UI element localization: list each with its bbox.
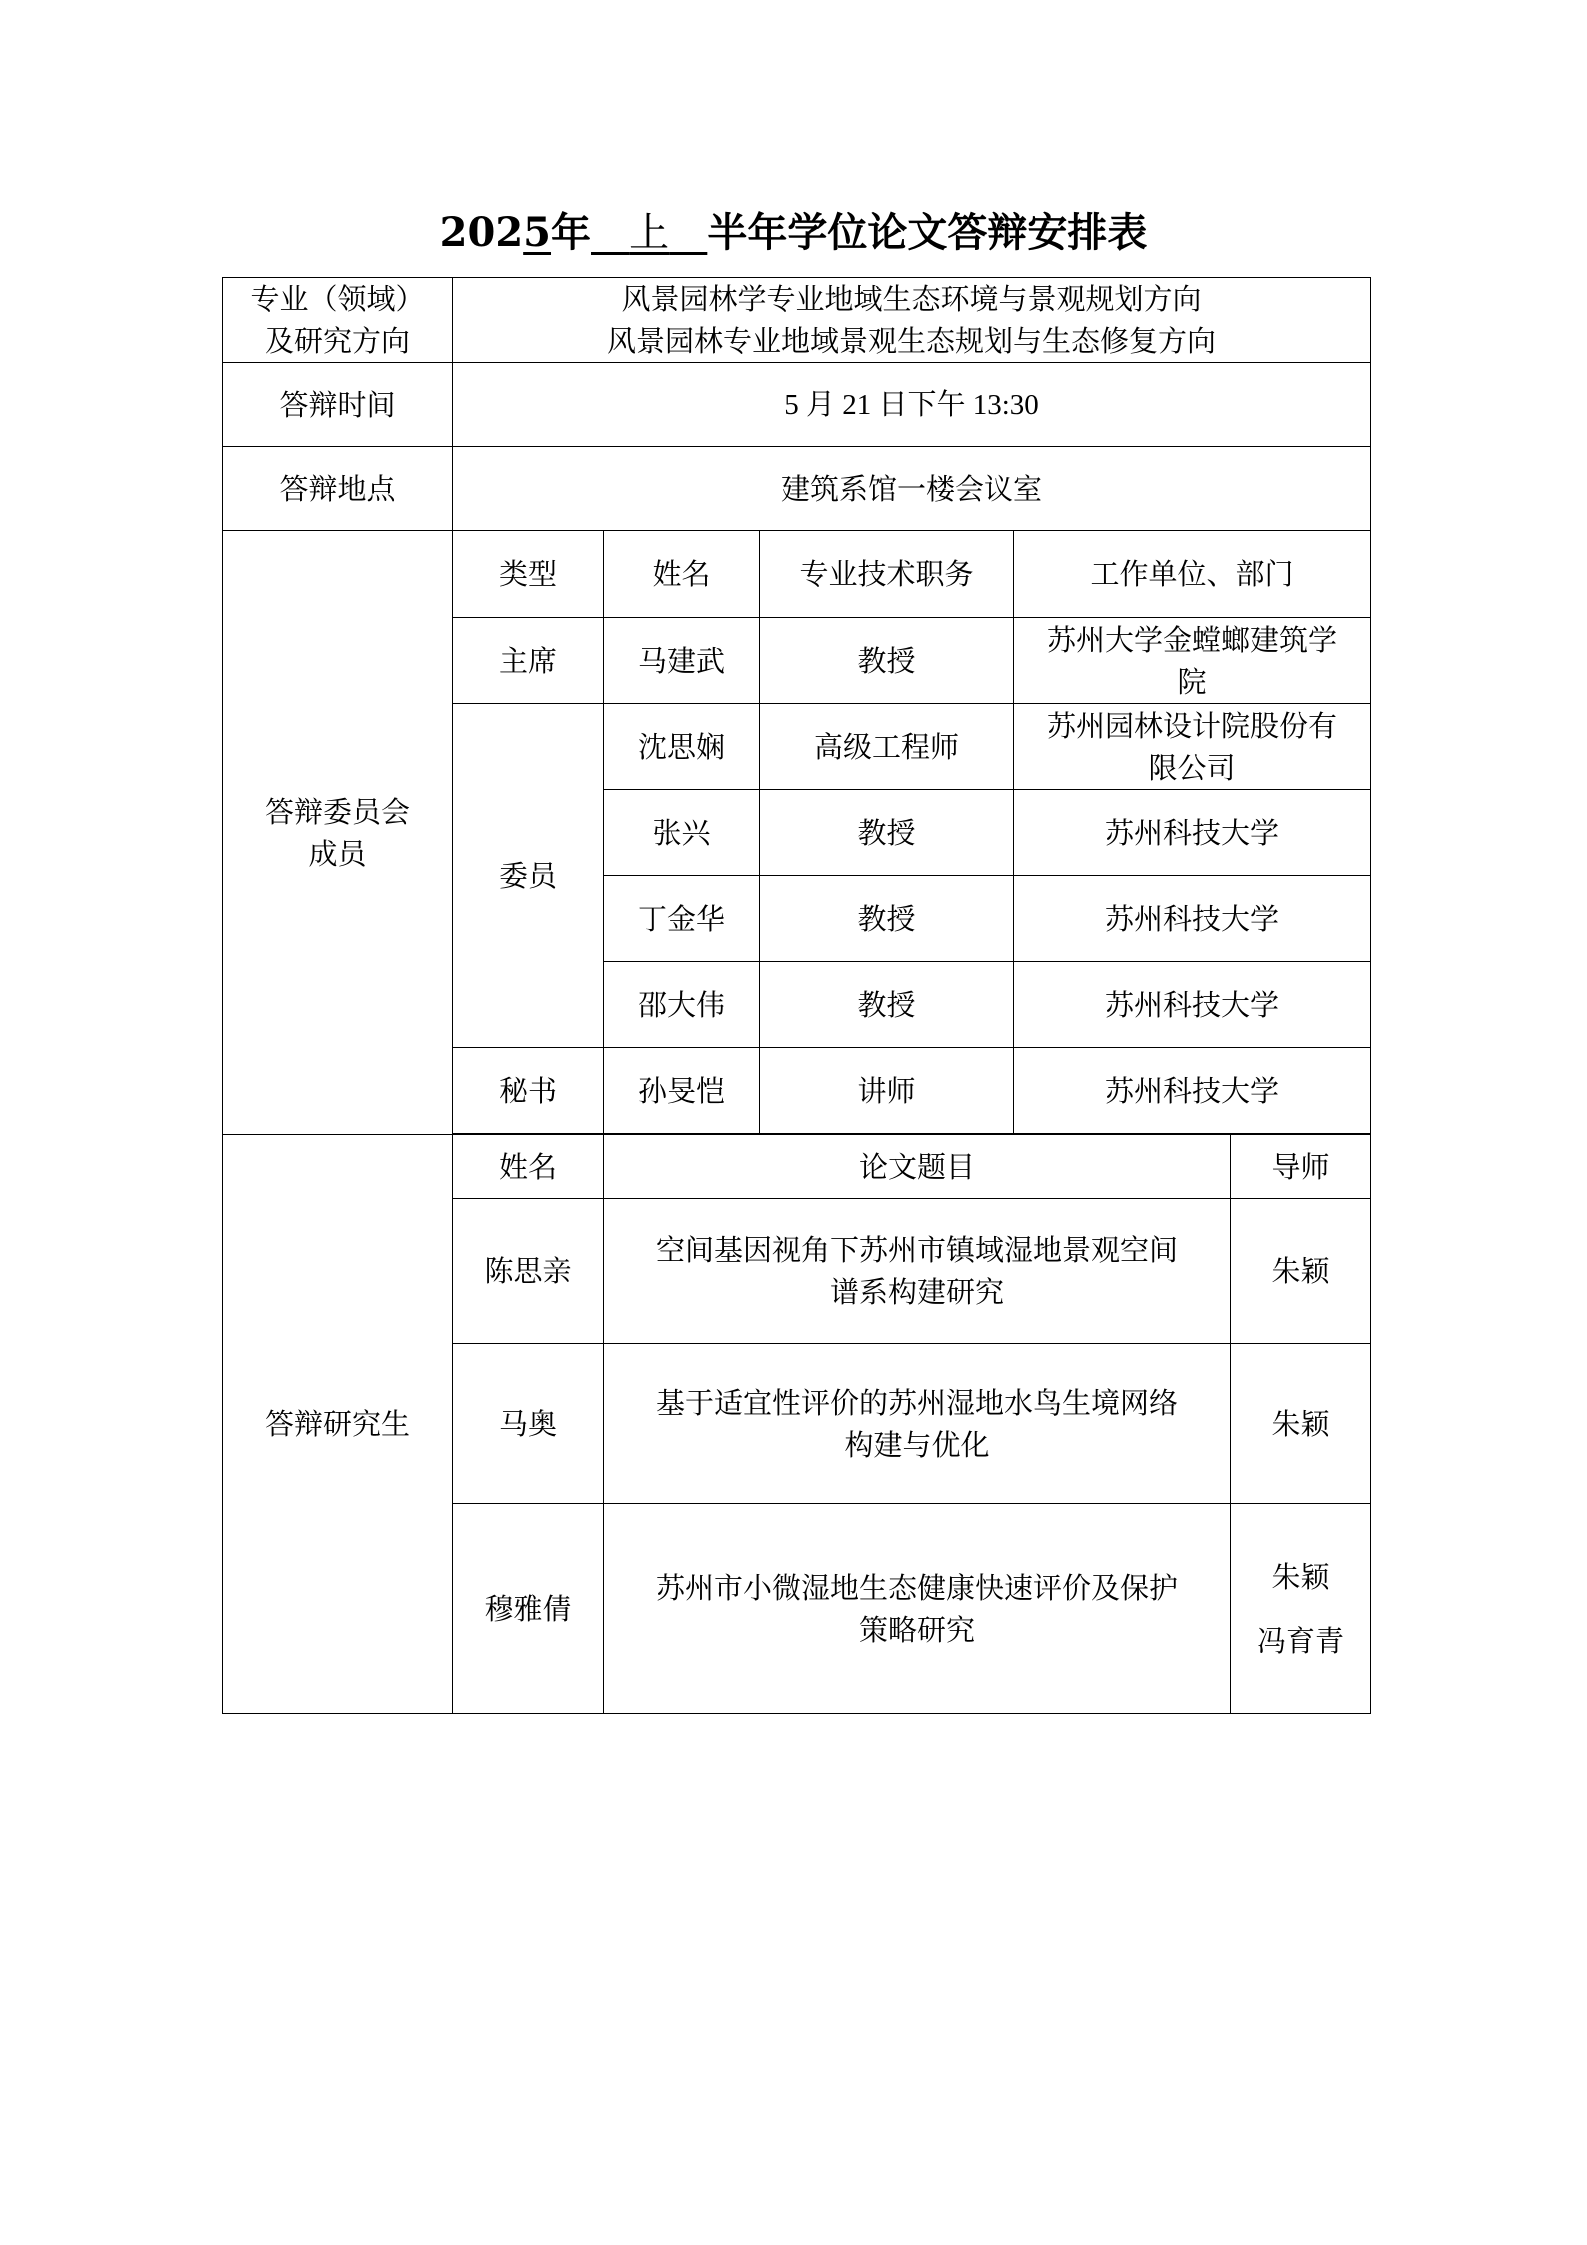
committee-header-name: 姓名 — [604, 531, 760, 618]
chair-unit: 苏州大学金螳螂建筑学 院 — [1014, 618, 1371, 704]
page-title — [0, 208, 1587, 258]
time-value: 5 月 21 日下午 13:30 — [453, 363, 1371, 447]
member-type: 委员 — [453, 704, 604, 1048]
member-unit: 苏州园林设计院股份有 限公司 — [1014, 704, 1371, 790]
student-name: 穆雅倩 — [453, 1504, 604, 1714]
member-title: 高级工程师 — [760, 704, 1014, 790]
member-unit: 苏州科技大学 — [1014, 876, 1371, 962]
major-value: 风景园林学专业地域生态环境与景观规划方向 风景园林专业地域景观生态规划与生态修复方向 — [453, 278, 1371, 363]
students-header-thesis: 论文题目 — [604, 1135, 1231, 1199]
member-unit: 苏州科技大学 — [1014, 790, 1371, 876]
students-header-advisor: 导师 — [1231, 1135, 1371, 1199]
student-name: 陈思亲 — [453, 1199, 604, 1344]
title-half-blank: 上 — [629, 210, 670, 256]
schedule-table-wrapper — [222, 277, 1370, 1714]
title-year-last-digit: 5 — [523, 209, 552, 256]
committee-header-title: 专业技术职务 — [760, 531, 1014, 618]
student-advisor: 朱颖 — [1231, 1199, 1371, 1344]
students-label: 答辩研究生 — [223, 1135, 453, 1714]
major-label: 专业（领域） 及研究方向 — [223, 278, 453, 363]
major-row — [223, 278, 1371, 363]
students-header-row — [223, 1135, 1371, 1199]
place-value: 建筑系馆一楼会议室 — [453, 447, 1371, 531]
member-title: 教授 — [760, 876, 1014, 962]
chair-title: 教授 — [760, 618, 1014, 704]
committee-header-row — [223, 531, 1371, 618]
member-unit: 苏州科技大学 — [1014, 962, 1371, 1048]
student-thesis: 基于适宜性评价的苏州湿地水鸟生境网络 构建与优化 — [604, 1344, 1231, 1504]
place-row — [223, 447, 1371, 531]
student-name: 马奥 — [453, 1344, 604, 1504]
students-header-name: 姓名 — [453, 1135, 604, 1199]
chair-name: 马建武 — [604, 618, 760, 704]
student-thesis: 苏州市小微湿地生态健康快速评价及保护 策略研究 — [604, 1504, 1231, 1714]
place-label: 答辩地点 — [223, 447, 453, 531]
secretary-title: 讲师 — [760, 1048, 1014, 1134]
secretary-type: 秘书 — [453, 1048, 604, 1134]
secretary-unit: 苏州科技大学 — [1014, 1048, 1371, 1134]
member-name: 邵大伟 — [604, 962, 760, 1048]
time-row — [223, 363, 1371, 447]
committee-header-type: 类型 — [453, 531, 604, 618]
student-thesis: 空间基因视角下苏州市镇域湿地景观空间 谱系构建研究 — [604, 1199, 1231, 1344]
student-advisor: 朱颖 — [1231, 1344, 1371, 1504]
title-year: 202 — [439, 209, 524, 256]
member-name: 张兴 — [604, 790, 760, 876]
title-rest: 半年学位论文答辩安排表 — [707, 209, 1148, 256]
chair-type: 主席 — [453, 618, 604, 704]
member-title: 教授 — [760, 962, 1014, 1048]
committee-label: 答辩委员会 成员 — [223, 531, 453, 1135]
time-label: 答辩时间 — [223, 363, 453, 447]
schedule-table — [222, 277, 1371, 1714]
committee-header-unit: 工作单位、部门 — [1014, 531, 1371, 618]
member-name: 沈思娴 — [604, 704, 760, 790]
secretary-name: 孙旻恺 — [604, 1048, 760, 1134]
student-advisor: 朱颖 冯育青 — [1231, 1504, 1371, 1714]
title-year-label: 年 — [551, 209, 592, 256]
member-name: 丁金华 — [604, 876, 760, 962]
member-title: 教授 — [760, 790, 1014, 876]
